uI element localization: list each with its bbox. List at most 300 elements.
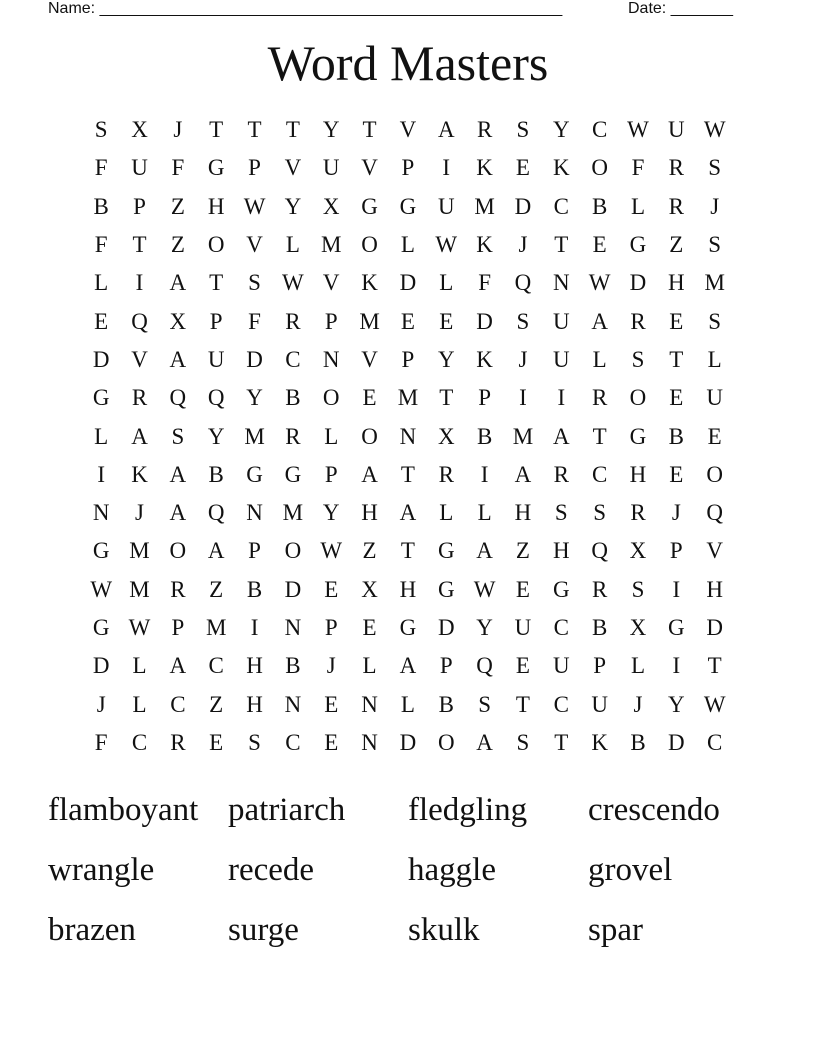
grid-letter[interactable]: T: [707, 653, 722, 679]
grid-letter[interactable]: U: [591, 691, 608, 717]
grid-letter[interactable]: A: [169, 270, 187, 296]
grid-letter[interactable]: Z: [170, 193, 185, 219]
grid-letter[interactable]: V: [131, 346, 148, 372]
grid-letter[interactable]: H: [207, 193, 225, 219]
grid-letter[interactable]: E: [707, 423, 722, 449]
grid-letter[interactable]: A: [476, 729, 493, 755]
grid-letter[interactable]: Z: [209, 576, 224, 602]
grid-letter[interactable]: W: [90, 576, 113, 602]
grid-letter[interactable]: B: [438, 691, 454, 717]
grid-letter[interactable]: D: [629, 270, 647, 296]
grid-letter[interactable]: C: [591, 117, 608, 143]
grid-letter[interactable]: D: [668, 729, 685, 755]
grid-letter[interactable]: R: [630, 308, 646, 334]
grid-letter[interactable]: R: [170, 576, 186, 602]
grid-letter[interactable]: Q: [207, 500, 225, 526]
grid-letter[interactable]: R: [630, 500, 646, 526]
grid-letter[interactable]: I: [97, 461, 105, 487]
grid-letter[interactable]: D: [92, 346, 110, 372]
grid-letter[interactable]: T: [554, 232, 569, 258]
grid-letter[interactable]: T: [400, 461, 415, 487]
grid-letter[interactable]: V: [284, 155, 302, 181]
grid-letter[interactable]: N: [399, 423, 417, 449]
grid-letter[interactable]: W: [473, 576, 496, 602]
grid-letter[interactable]: B: [93, 193, 109, 219]
grid-letter[interactable]: X: [131, 117, 148, 143]
grid-letter[interactable]: Y: [322, 500, 340, 526]
grid-letter[interactable]: B: [591, 193, 608, 219]
grid-letter[interactable]: A: [169, 346, 187, 372]
grid-letter[interactable]: N: [552, 270, 570, 296]
grid-letter[interactable]: Z: [170, 232, 185, 258]
grid-row: [82, 417, 734, 455]
grid-letter[interactable]: L: [707, 346, 722, 372]
grid-letter[interactable]: H: [399, 576, 417, 602]
grid-letter[interactable]: C: [170, 691, 186, 717]
grid-letter[interactable]: W: [703, 117, 726, 143]
grid-letter[interactable]: H: [552, 538, 570, 564]
grid-letter[interactable]: V: [361, 346, 378, 372]
grid-letter[interactable]: E: [439, 308, 454, 334]
grid-letter[interactable]: Q: [591, 538, 608, 564]
grid-letter[interactable]: O: [591, 155, 608, 181]
grid-letter[interactable]: U: [207, 346, 225, 372]
grid-letter[interactable]: R: [285, 308, 301, 334]
grid-letter[interactable]: T: [554, 729, 569, 755]
grid-letter[interactable]: E: [515, 576, 530, 602]
grid-row: [82, 341, 734, 379]
grid-letter[interactable]: I: [519, 385, 527, 411]
grid-letter[interactable]: J: [518, 346, 528, 372]
grid-letter[interactable]: S: [554, 500, 568, 526]
grid-letter[interactable]: A: [361, 461, 378, 487]
grid-letter[interactable]: O: [706, 461, 723, 487]
grid-letter[interactable]: P: [248, 155, 261, 181]
grid-letter[interactable]: L: [132, 653, 147, 679]
grid-letter[interactable]: M: [359, 308, 380, 334]
grid-letter[interactable]: L: [400, 691, 415, 717]
grid-letter[interactable]: A: [207, 538, 225, 564]
grid-letter[interactable]: M: [205, 615, 227, 640]
grid-letter[interactable]: M: [704, 270, 725, 296]
grid-letter[interactable]: P: [478, 385, 491, 411]
grid-letter[interactable]: I: [672, 576, 681, 602]
grid-letter[interactable]: T: [247, 117, 262, 143]
grid-letter[interactable]: G: [399, 193, 417, 219]
grid-letter[interactable]: A: [399, 500, 417, 526]
grid-letter[interactable]: D: [284, 576, 302, 602]
grid-letter[interactable]: Z: [362, 538, 377, 564]
grid-letter[interactable]: T: [515, 691, 530, 717]
grid-letter[interactable]: P: [401, 346, 415, 372]
word-list-item: fledgling: [408, 792, 528, 828]
grid-letter[interactable]: S: [593, 500, 607, 526]
grid-letter[interactable]: N: [361, 691, 378, 717]
grid-letter[interactable]: P: [439, 653, 453, 679]
grid-letter[interactable]: V: [246, 232, 263, 258]
grid-letter[interactable]: E: [669, 461, 684, 487]
grid-letter[interactable]: D: [399, 729, 417, 755]
grid-letter[interactable]: L: [439, 270, 454, 296]
grid-letter[interactable]: K: [591, 729, 608, 755]
grid-letter[interactable]: N: [322, 346, 340, 372]
grid-letter[interactable]: H: [514, 500, 532, 526]
grid-letter[interactable]: F: [94, 232, 108, 258]
grid-letter[interactable]: T: [439, 385, 454, 411]
grid-letter[interactable]: Y: [207, 423, 225, 449]
grid-letter[interactable]: S: [516, 117, 530, 143]
grid-letter[interactable]: Z: [515, 538, 530, 564]
grid-letter[interactable]: G: [399, 615, 417, 640]
grid-letter[interactable]: R: [438, 461, 454, 487]
grid-letter[interactable]: N: [284, 615, 302, 640]
grid-letter[interactable]: D: [514, 193, 532, 219]
grid-letter[interactable]: Y: [476, 615, 493, 640]
grid-letter[interactable]: S: [248, 729, 261, 755]
grid-letter[interactable]: U: [668, 117, 685, 143]
grid-letter[interactable]: U: [131, 155, 148, 181]
grid-letter[interactable]: E: [324, 576, 339, 602]
grid-letter[interactable]: D: [437, 615, 455, 640]
grid-letter[interactable]: G: [629, 423, 647, 449]
grid-letter[interactable]: W: [435, 232, 458, 258]
grid-letter[interactable]: M: [512, 423, 534, 449]
grid-letter[interactable]: S: [478, 691, 491, 717]
letter-grid: [82, 111, 734, 761]
grid-letter[interactable]: S: [708, 155, 722, 181]
grid-letter[interactable]: X: [629, 615, 647, 640]
grid-letter[interactable]: T: [132, 232, 147, 258]
grid-letter[interactable]: K: [476, 155, 493, 181]
grid-letter[interactable]: W: [320, 538, 343, 564]
grid-letter[interactable]: C: [553, 193, 569, 219]
grid-letter[interactable]: S: [94, 117, 108, 143]
grid-letter[interactable]: X: [361, 576, 378, 602]
grid-letter[interactable]: E: [669, 308, 684, 334]
grid-letter[interactable]: T: [592, 423, 607, 449]
grid-letter[interactable]: L: [285, 232, 300, 258]
grid-letter[interactable]: R: [591, 576, 608, 602]
grid-letter[interactable]: M: [129, 538, 150, 564]
grid-letter[interactable]: O: [361, 232, 378, 258]
word-list-item: wrangle: [48, 852, 155, 888]
grid-letter[interactable]: G: [437, 538, 455, 564]
grid-letter[interactable]: C: [285, 729, 301, 755]
grid-letter[interactable]: J: [671, 500, 681, 526]
grid-letter[interactable]: W: [627, 117, 649, 143]
grid-letter[interactable]: A: [552, 423, 570, 449]
grid-letter[interactable]: G: [246, 461, 263, 487]
grid-letter[interactable]: Q: [169, 385, 187, 411]
grid-letter[interactable]: T: [362, 117, 377, 143]
grid-letter[interactable]: C: [208, 653, 224, 679]
grid-letter[interactable]: E: [400, 308, 415, 334]
grid-letter[interactable]: I: [480, 461, 489, 487]
grid-letter[interactable]: H: [668, 270, 685, 296]
grid-letter[interactable]: S: [631, 576, 645, 602]
grid-letter[interactable]: C: [553, 691, 569, 717]
grid-letter[interactable]: A: [437, 117, 455, 143]
grid-letter[interactable]: U: [552, 346, 570, 372]
grid-letter[interactable]: E: [362, 385, 377, 411]
grid-letter[interactable]: I: [672, 653, 681, 679]
grid-letter[interactable]: B: [591, 615, 608, 640]
grid-letter[interactable]: E: [592, 232, 607, 258]
grid-letter[interactable]: E: [324, 691, 339, 717]
grid-letter[interactable]: P: [324, 308, 338, 334]
grid-letter[interactable]: L: [400, 232, 415, 258]
grid-letter[interactable]: Y: [246, 385, 263, 411]
grid-letter[interactable]: F: [94, 155, 108, 181]
grid-letter[interactable]: Q: [131, 308, 148, 334]
grid-letter[interactable]: V: [322, 270, 340, 296]
grid-letter[interactable]: J: [173, 117, 183, 143]
grid-letter[interactable]: Q: [476, 653, 493, 679]
grid-letter[interactable]: L: [630, 193, 646, 219]
grid-letter[interactable]: V: [706, 538, 723, 564]
grid-letter[interactable]: A: [169, 653, 187, 679]
grid-letter[interactable]: W: [703, 691, 726, 717]
grid-letter[interactable]: A: [399, 653, 417, 679]
grid-letter[interactable]: K: [131, 461, 148, 487]
grid-letter[interactable]: B: [285, 385, 301, 411]
grid-letter[interactable]: J: [633, 691, 643, 717]
grid-letter[interactable]: F: [248, 308, 261, 334]
grid-letter[interactable]: Y: [668, 691, 685, 717]
grid-letter[interactable]: H: [629, 461, 647, 487]
grid-letter[interactable]: P: [669, 538, 683, 564]
grid-letter[interactable]: N: [284, 691, 302, 717]
grid-letter[interactable]: Q: [514, 270, 532, 296]
grid-letter[interactable]: G: [92, 615, 110, 640]
grid-letter[interactable]: D: [92, 653, 110, 679]
grid-letter[interactable]: B: [630, 729, 646, 755]
grid-letter[interactable]: W: [588, 270, 611, 296]
grid-letter[interactable]: K: [476, 232, 493, 258]
grid-letter[interactable]: S: [516, 729, 530, 755]
grid-letter[interactable]: U: [322, 155, 340, 181]
grid-letter[interactable]: G: [361, 193, 378, 219]
grid-letter[interactable]: O: [322, 385, 340, 411]
grid-letter[interactable]: O: [284, 538, 302, 564]
grid-letter[interactable]: H: [361, 500, 378, 526]
grid-letter[interactable]: M: [397, 385, 419, 411]
grid-letter[interactable]: M: [282, 500, 304, 526]
grid-letter[interactable]: R: [668, 193, 684, 219]
grid-letter[interactable]: U: [552, 308, 570, 334]
grid-letter[interactable]: P: [248, 538, 261, 564]
grid-letter[interactable]: Z: [209, 691, 224, 717]
grid-letter[interactable]: A: [169, 500, 187, 526]
grid-letter[interactable]: L: [94, 423, 109, 449]
grid-letter[interactable]: X: [629, 538, 647, 564]
grid-letter[interactable]: G: [92, 385, 110, 411]
grid-letter[interactable]: Z: [669, 232, 684, 258]
grid-letter[interactable]: G: [437, 576, 455, 602]
grid-letter[interactable]: B: [476, 423, 493, 449]
grid-letter[interactable]: J: [518, 232, 528, 258]
grid-letter[interactable]: S: [171, 423, 185, 449]
grid-letter[interactable]: C: [591, 461, 608, 487]
grid-letter[interactable]: H: [246, 691, 263, 717]
grid-letter[interactable]: G: [284, 461, 302, 487]
grid-letter[interactable]: H: [706, 576, 723, 602]
grid-letter[interactable]: L: [592, 346, 607, 372]
grid-letter[interactable]: E: [515, 653, 530, 679]
grid-letter[interactable]: A: [169, 461, 187, 487]
grid-letter[interactable]: H: [246, 653, 263, 679]
grid-letter[interactable]: G: [629, 232, 647, 258]
grid-letter[interactable]: V: [361, 155, 378, 181]
grid-letter[interactable]: R: [553, 461, 569, 487]
grid-letter[interactable]: F: [171, 155, 185, 181]
grid-letter[interactable]: T: [209, 117, 224, 143]
grid-letter[interactable]: R: [476, 117, 493, 143]
grid-letter[interactable]: M: [321, 232, 342, 258]
grid-letter[interactable]: N: [246, 500, 263, 526]
grid-letter[interactable]: X: [322, 193, 340, 219]
grid-letter[interactable]: U: [514, 615, 532, 640]
grid-letter[interactable]: T: [209, 270, 224, 296]
grid-letter[interactable]: M: [129, 576, 150, 602]
grid-letter[interactable]: W: [282, 270, 304, 296]
grid-letter[interactable]: E: [324, 729, 339, 755]
grid-row: [82, 532, 734, 570]
grid-letter[interactable]: L: [132, 691, 147, 717]
grid-letter[interactable]: L: [630, 653, 646, 679]
grid-letter[interactable]: Y: [284, 193, 302, 219]
grid-letter[interactable]: K: [552, 155, 570, 181]
grid-letter[interactable]: F: [631, 155, 645, 181]
grid-letter[interactable]: M: [244, 423, 265, 449]
grid-letter[interactable]: C: [285, 346, 301, 372]
grid-letter[interactable]: B: [208, 461, 224, 487]
grid-letter[interactable]: R: [591, 385, 608, 411]
grid-letter[interactable]: T: [669, 346, 684, 372]
grid-letter[interactable]: L: [439, 500, 454, 526]
grid-letter[interactable]: Y: [552, 117, 570, 143]
date-field[interactable]: Date: _______: [628, 0, 733, 17]
grid-letter[interactable]: S: [631, 346, 645, 372]
grid-letter[interactable]: E: [362, 615, 377, 640]
grid-row: [82, 149, 734, 187]
grid-letter[interactable]: K: [361, 270, 378, 296]
grid-letter[interactable]: R: [285, 423, 301, 449]
grid-letter[interactable]: O: [361, 423, 378, 449]
grid-letter[interactable]: W: [128, 615, 151, 640]
grid-letter[interactable]: J: [326, 653, 336, 679]
grid-letter[interactable]: K: [476, 346, 493, 372]
grid-letter[interactable]: P: [133, 193, 146, 219]
grid-letter[interactable]: O: [169, 538, 187, 564]
grid-letter[interactable]: M: [474, 193, 495, 219]
grid-letter[interactable]: N: [92, 500, 110, 526]
grid-letter[interactable]: R: [170, 729, 186, 755]
grid-letter[interactable]: G: [668, 615, 685, 640]
grid-letter[interactable]: O: [629, 385, 647, 411]
grid-letter[interactable]: Q: [706, 500, 723, 526]
grid-letter[interactable]: A: [514, 461, 532, 487]
grid-letter[interactable]: C: [131, 729, 148, 755]
grid-letter[interactable]: W: [243, 193, 266, 219]
grid-letter[interactable]: B: [285, 653, 301, 679]
grid-letter[interactable]: D: [246, 346, 263, 372]
grid-letter[interactable]: I: [135, 270, 144, 296]
word-row: [48, 780, 768, 840]
grid-letter[interactable]: R: [668, 155, 684, 181]
grid-letter[interactable]: I: [442, 155, 451, 181]
grid-letter[interactable]: U: [706, 385, 723, 411]
grid-letter[interactable]: T: [285, 117, 300, 143]
grid-letter[interactable]: J: [710, 193, 720, 219]
grid-letter[interactable]: A: [131, 423, 148, 449]
grid-letter[interactable]: X: [169, 308, 187, 334]
grid-letter[interactable]: A: [476, 538, 493, 564]
grid-letter[interactable]: V: [399, 117, 417, 143]
grid-letter[interactable]: R: [131, 385, 148, 411]
grid-letter[interactable]: L: [94, 270, 109, 296]
grid-letter[interactable]: L: [324, 423, 339, 449]
grid-letter[interactable]: P: [593, 653, 607, 679]
grid-letter[interactable]: D: [476, 308, 493, 334]
grid-letter[interactable]: E: [209, 729, 224, 755]
grid-letter[interactable]: P: [401, 155, 415, 181]
grid-letter[interactable]: S: [708, 308, 722, 334]
grid-letter[interactable]: D: [706, 615, 723, 640]
grid-letter[interactable]: I: [557, 385, 566, 411]
grid-letter[interactable]: P: [324, 461, 338, 487]
grid-letter[interactable]: C: [553, 615, 569, 640]
grid-letter[interactable]: U: [437, 193, 455, 219]
grid-letter[interactable]: Y: [437, 346, 455, 372]
grid-letter[interactable]: F: [478, 270, 491, 296]
grid-row: [82, 724, 734, 762]
grid-letter[interactable]: S: [248, 270, 261, 296]
grid-letter[interactable]: J: [135, 500, 144, 526]
grid-letter[interactable]: O: [437, 729, 455, 755]
grid-letter[interactable]: A: [591, 308, 608, 334]
grid-letter[interactable]: E: [669, 385, 684, 411]
grid-letter[interactable]: S: [708, 232, 722, 258]
grid-letter[interactable]: L: [477, 500, 492, 526]
grid-letter[interactable]: O: [207, 232, 225, 258]
grid-letter[interactable]: Y: [322, 117, 340, 143]
grid-letter[interactable]: T: [400, 538, 415, 564]
grid-letter[interactable]: Q: [207, 385, 225, 411]
grid-letter[interactable]: C: [707, 729, 723, 755]
grid-letter[interactable]: D: [399, 270, 417, 296]
grid-letter[interactable]: B: [246, 576, 263, 602]
grid-letter[interactable]: X: [437, 423, 455, 449]
grid-letter[interactable]: N: [361, 729, 378, 755]
grid-letter[interactable]: E: [94, 308, 109, 334]
grid-letter[interactable]: P: [324, 615, 338, 640]
grid-letter[interactable]: E: [515, 155, 530, 181]
grid-letter[interactable]: G: [207, 155, 225, 181]
grid-letter[interactable]: P: [171, 615, 185, 640]
grid-letter[interactable]: P: [209, 308, 223, 334]
name-field[interactable]: Name: ____________________________________________________: [48, 0, 563, 17]
grid-letter[interactable]: G: [552, 576, 570, 602]
grid-letter[interactable]: U: [552, 653, 570, 679]
grid-letter[interactable]: G: [92, 538, 110, 564]
grid-letter[interactable]: F: [94, 729, 108, 755]
grid-letter[interactable]: S: [516, 308, 530, 334]
grid-letter[interactable]: J: [96, 691, 106, 717]
grid-letter[interactable]: I: [250, 615, 259, 640]
grid-letter[interactable]: L: [362, 653, 377, 679]
grid-letter[interactable]: B: [668, 423, 684, 449]
